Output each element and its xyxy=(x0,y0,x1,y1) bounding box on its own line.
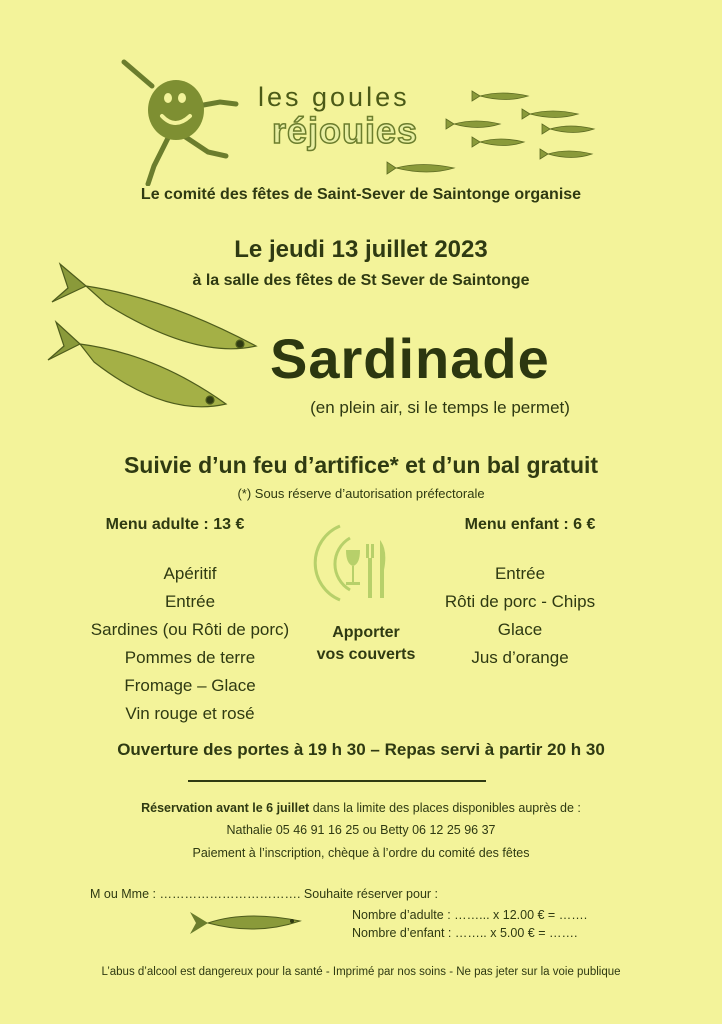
followup-line: Suivie d’un feu d’artifice* et d’un bal gratuit xyxy=(123,452,599,478)
footer-disclaimer: L’abus d’alcool est dangereux pour la santé - Imprimé par nos soins - Ne pas jeter sur la voie publique xyxy=(101,966,621,978)
booking-name-field: M ou Mme : ……………………………. Souhaite réserver pour : xyxy=(90,887,439,901)
event-subtitle: (en plein air, si le temps le permet) xyxy=(310,398,570,417)
tableware-icon xyxy=(310,518,400,608)
dancing-mascot-icon xyxy=(112,56,242,186)
child-menu-item: Entrée xyxy=(494,564,546,583)
event-date: Le jeudi 13 juillet 2023 xyxy=(234,236,488,263)
bring-cutlery-line1: Apporter xyxy=(332,624,400,641)
child-menu-item: Glace xyxy=(497,620,543,639)
contact-numbers: Nathalie 05 46 91 16 25 ou Betty 06 12 25 96 37 xyxy=(226,823,496,837)
child-menu-title: Menu enfant : 6 € xyxy=(464,516,596,533)
event-venue: à la salle des fêtes de St Sever de Saintonge xyxy=(192,272,530,289)
adult-menu-item: Fromage – Glace xyxy=(124,676,256,695)
child-menu-item: Jus d’orange xyxy=(471,648,569,667)
reservation-info xyxy=(0,801,722,815)
sardines-illustration-icon xyxy=(46,258,266,428)
adult-menu-item: Apéritif xyxy=(163,564,217,583)
adult-menu-item: Vin rouge et rosé xyxy=(125,704,255,723)
logo-text-line2: réjouies xyxy=(272,110,419,151)
adult-count-field: Nombre d’adulte : ……... x 12.00 € = ……. xyxy=(352,908,588,922)
organiser-line: Le comité des fêtes de Saint-Sever de Saintonge organise xyxy=(140,186,582,203)
child-menu-item: Rôti de porc - Chips xyxy=(444,592,596,611)
event-title: Sardinade xyxy=(270,327,550,390)
bring-cutlery-line2: vos couverts xyxy=(316,646,416,663)
sardine-school-icon xyxy=(380,84,620,184)
opening-hours: Ouverture des portes à 19 h 30 – Repas servi à partir 20 h 30 xyxy=(117,740,605,759)
divider xyxy=(188,780,486,782)
adult-menu-item: Entrée xyxy=(164,592,216,611)
bring-cutlery-note xyxy=(296,622,436,666)
payment-info: Paiement à l’inscription, chèque à l’ordre du comité des fêtes xyxy=(192,846,530,860)
adult-menu-item: Sardines (ou Rôti de porc) xyxy=(90,620,290,639)
child-count-field: Nombre d’enfant : …….. x 5.00 € = ……. xyxy=(352,926,578,940)
logo-text-line1: les goules xyxy=(258,82,410,112)
adult-menu-item: Pommes de terre xyxy=(124,648,256,667)
reservation-deadline: Réservation avant le 6 juillet xyxy=(141,801,310,815)
adult-menu-title: Menu adulte : 13 € xyxy=(105,516,245,533)
footnote: (*) Sous réserve d’autorisation préfectorale xyxy=(237,486,485,501)
sardine-icon xyxy=(186,906,306,940)
child-menu-list xyxy=(400,560,640,672)
reservation-conditions: dans la limite des places disponibles auprès de : xyxy=(309,801,581,815)
adult-menu-list xyxy=(60,560,320,728)
